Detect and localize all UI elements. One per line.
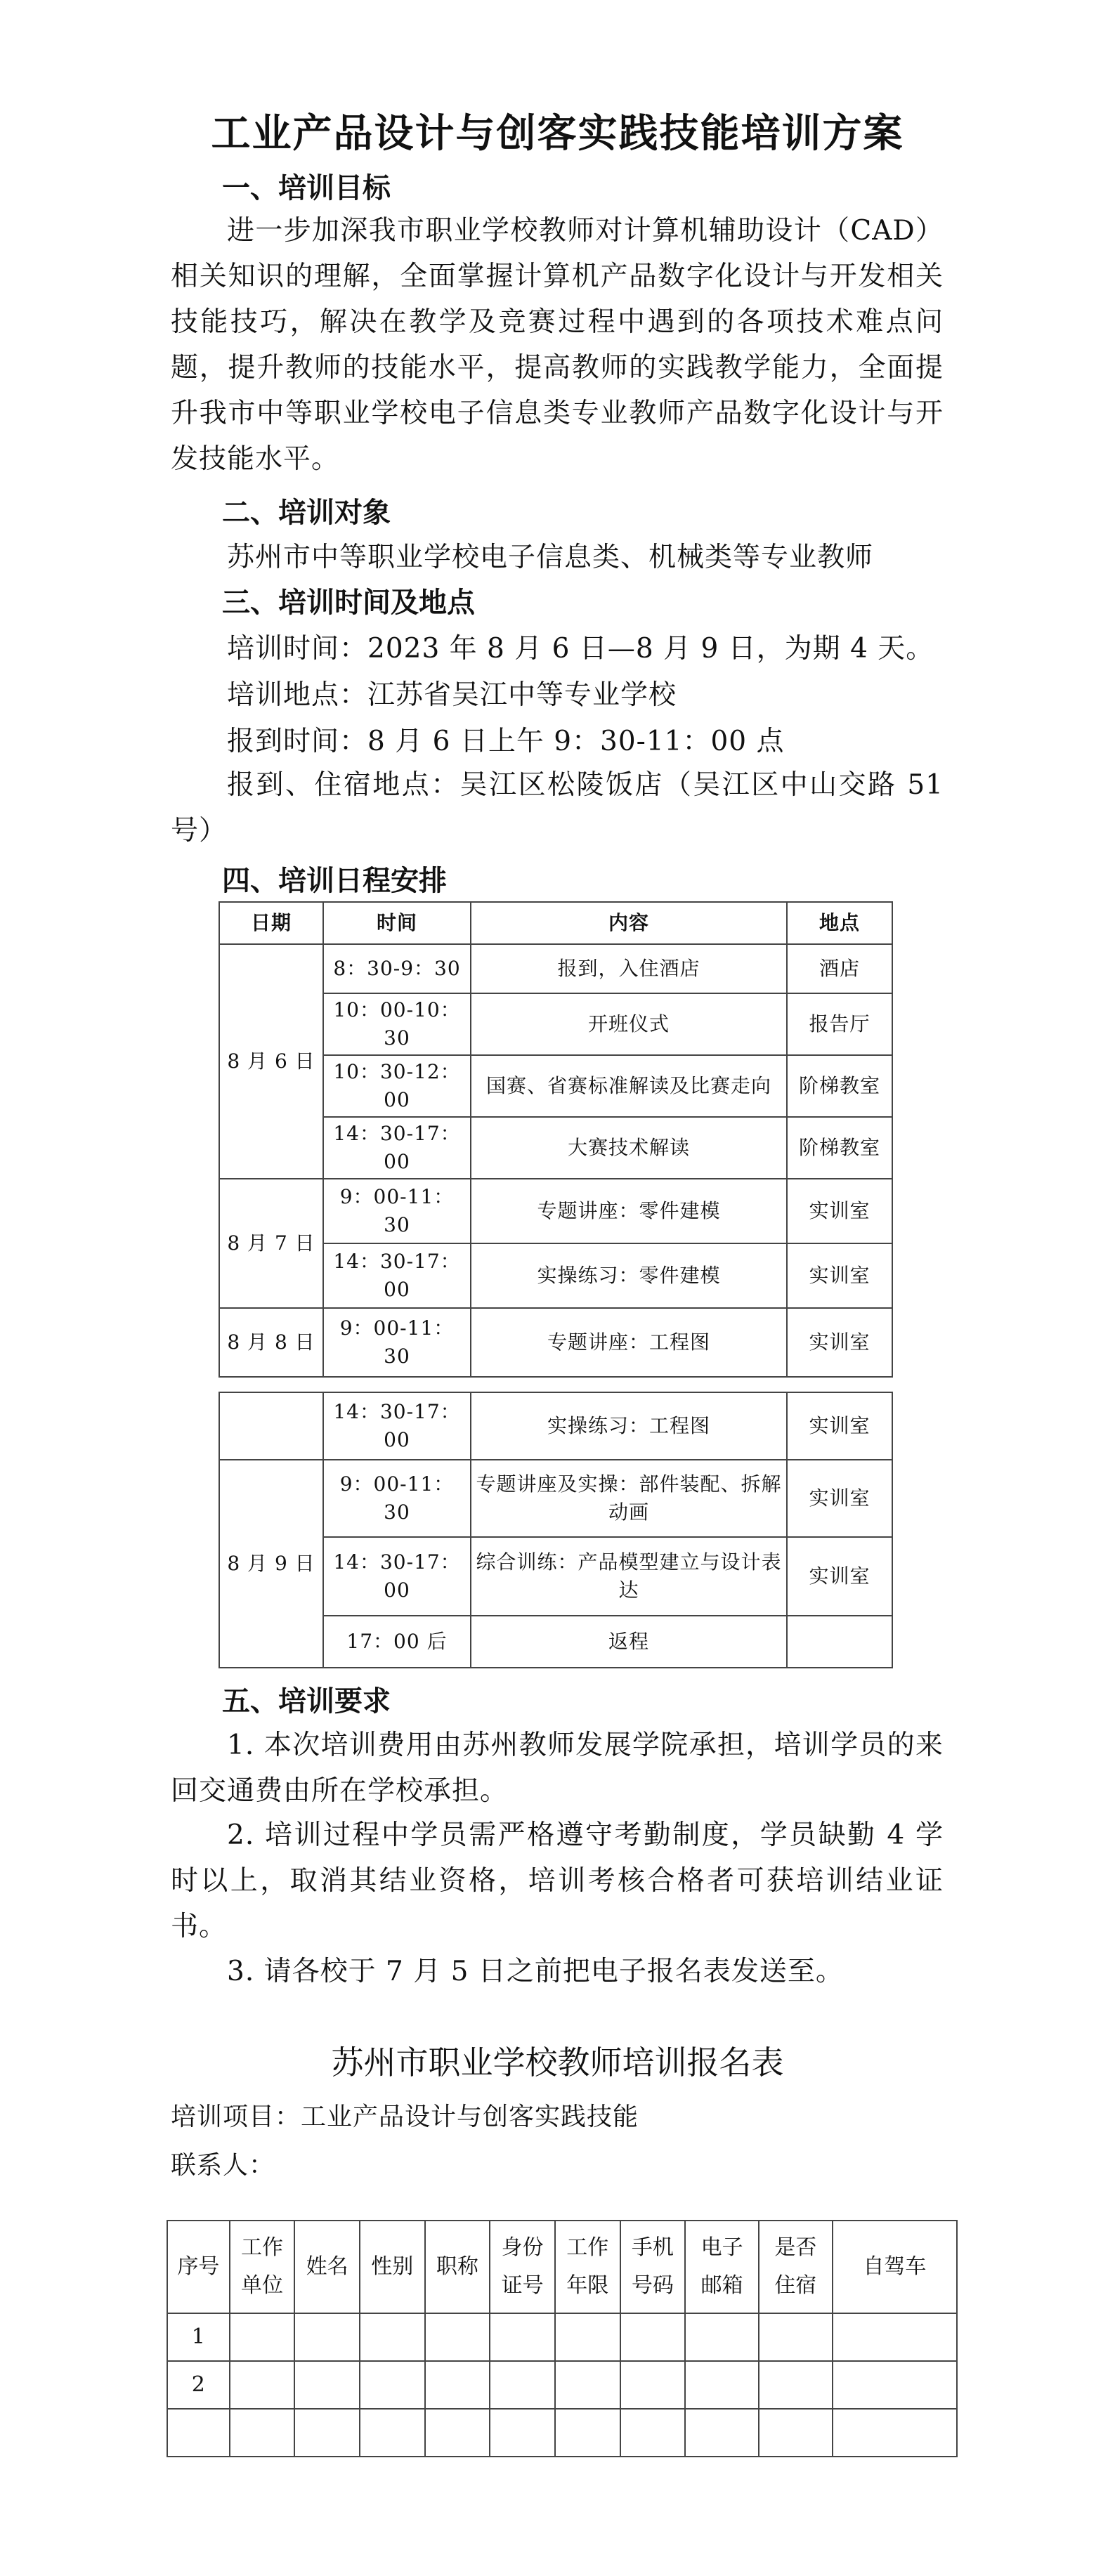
section-body-audience: 苏州市中等职业学校电子信息类、机械类等专业教师	[227, 542, 874, 573]
table-row	[167, 2313, 957, 2361]
header-accommodation: 是否 住宿	[759, 2221, 833, 2313]
training-time: 培训时间：2023 年 8 月 6 日—8 月 9 日，为期 4 天。	[227, 633, 934, 665]
date-cell: 8 月 9 日	[219, 1460, 323, 1668]
table-row	[219, 944, 892, 993]
schedule-header-row	[219, 902, 892, 944]
blank-cell	[759, 2361, 833, 2409]
blank-cell	[294, 2409, 360, 2457]
date-cell: 8 月 6 日	[219, 944, 323, 1179]
requirement-item: 1. 本次培训费用由苏州教师发展学院承担，培训学员的来回交通费由所在学校承担。	[171, 1730, 944, 1807]
content-cell: 专题讲座及实操：部件装配、拆解动画	[471, 1460, 787, 1537]
header-place: 地点	[787, 902, 892, 944]
content-cell: 大赛技术解读	[471, 1117, 787, 1179]
content-cell: 综合训练：产品模型建立与设计表达	[471, 1537, 787, 1616]
time-cell: 9：00-11：30	[323, 1179, 471, 1243]
blank-cell	[620, 2361, 686, 2409]
contact-person: 联系人：	[171, 2151, 275, 2180]
time-cell: 17：00 后	[323, 1616, 471, 1668]
schedule-table-continued	[219, 1392, 893, 1668]
training-project: 培训项目：工业产品设计与创客实践技能	[171, 2103, 639, 2131]
checkin-time: 报到时间：8 月 6 日上午 9：30-11：00 点	[227, 726, 785, 757]
content-cell: 实操练习：工程图	[471, 1392, 787, 1460]
requirement-item: 2. 培训过程中学员需严格遵守考勤制度，学员缺勤 4 学时以上，取消其结业资格，培训考核合格者可获培训结业证书。	[171, 1819, 944, 1942]
time-cell: 14：30-17：00	[323, 1392, 471, 1460]
header-date: 日期	[219, 902, 323, 944]
content-cell: 实操练习：零件建模	[471, 1243, 787, 1308]
table-row	[219, 1392, 892, 1460]
time-cell: 9：00-11：30	[323, 1460, 471, 1537]
place-cell: 实训室	[787, 1308, 892, 1377]
schedule-table	[219, 901, 893, 1378]
table-row	[219, 1179, 892, 1243]
section-heading-time-place: 三、培训时间及地点	[222, 587, 475, 619]
row-number: 2	[167, 2361, 230, 2409]
blank-cell	[685, 2409, 759, 2457]
header-title: 职称	[425, 2221, 490, 2313]
place-cell: 实训室	[787, 1392, 892, 1460]
section-heading-goals: 一、培训目标	[222, 172, 391, 204]
place-cell: 实训室	[787, 1243, 892, 1308]
checkin-place: 报到、住宿地点：吴江区松陵饭店（吴江区中山交路 51 号）	[171, 769, 944, 846]
header-gender: 性别	[360, 2221, 425, 2313]
place-cell: 阶梯教室	[787, 1055, 892, 1117]
blank-cell	[759, 2313, 833, 2361]
registration-table	[167, 2220, 958, 2457]
time-cell: 14：30-17：00	[323, 1537, 471, 1616]
section-heading-audience: 二、培训对象	[222, 497, 391, 529]
blank-cell	[230, 2313, 295, 2361]
header-email: 电子 邮箱	[685, 2221, 759, 2313]
blank-cell	[490, 2361, 555, 2409]
place-cell: 实训室	[787, 1179, 892, 1243]
section-heading-schedule: 四、培训日程安排	[222, 865, 447, 897]
blank-cell	[294, 2313, 360, 2361]
place-cell: 实训室	[787, 1460, 892, 1537]
place-cell: 报告厅	[787, 993, 892, 1055]
date-cell: 8 月 8 日	[219, 1308, 323, 1377]
place-cell: 阶梯教室	[787, 1117, 892, 1179]
blank-cell	[360, 2361, 425, 2409]
section-heading-requirements: 五、培训要求	[222, 1685, 391, 1718]
blank-cell	[620, 2409, 686, 2457]
section-body-goals: 进一步加深我市职业学校教师对计算机辅助设计（CAD）相关知识的理解，全面掌握计算机产品数字化设计与开发相关技能技巧，解决在教学及竞赛过程中遇到的各项技术难点问题，提升教师的技能水平，提高教师的实践教学能力，全面提升我市中等职业学校电子信息类专业教师产品数字化设计与开发技能水平。	[171, 215, 944, 475]
content-cell: 开班仪式	[471, 993, 787, 1055]
header-time: 时间	[323, 902, 471, 944]
document-title: 工业产品设计与创客实践技能培训方案	[211, 110, 904, 157]
content-cell: 专题讲座：零件建模	[471, 1179, 787, 1243]
row-number	[167, 2409, 230, 2457]
header-phone: 手机 号码	[620, 2221, 686, 2313]
blank-cell	[425, 2409, 490, 2457]
training-place: 培训地点：江苏省吴江中等专业学校	[227, 679, 677, 711]
blank-cell	[759, 2409, 833, 2457]
registration-form-title: 苏州市职业学校教师培训报名表	[331, 2044, 784, 2081]
requirement-item: 3. 请各校于 7 月 5 日之前把电子报名表发送至。	[227, 1956, 844, 1987]
time-cell: 10：00-10：30	[323, 993, 471, 1055]
place-cell	[787, 1616, 892, 1668]
blank-cell	[360, 2409, 425, 2457]
time-cell: 9：00-11：30	[323, 1308, 471, 1377]
date-cell	[219, 1392, 323, 1460]
blank-cell	[230, 2409, 295, 2457]
time-cell: 8：30-9：30	[323, 944, 471, 993]
blank-cell	[555, 2409, 620, 2457]
table-row	[167, 2361, 957, 2409]
time-cell: 10：30-12：00	[323, 1055, 471, 1117]
content-cell: 报到，入住酒店	[471, 944, 787, 993]
blank-cell	[490, 2313, 555, 2361]
blank-cell	[685, 2361, 759, 2409]
blank-cell	[230, 2361, 295, 2409]
date-cell: 8 月 7 日	[219, 1179, 323, 1308]
content-cell: 国赛、省赛标准解读及比赛走向	[471, 1055, 787, 1117]
blank-cell	[555, 2361, 620, 2409]
header-content: 内容	[471, 902, 787, 944]
blank-cell	[685, 2313, 759, 2361]
blank-cell	[555, 2313, 620, 2361]
blank-cell	[620, 2313, 686, 2361]
content-cell: 返程	[471, 1616, 787, 1668]
table-row	[167, 2409, 957, 2457]
row-number: 1	[167, 2313, 230, 2361]
header-work-unit: 工作 单位	[230, 2221, 295, 2313]
blank-cell	[425, 2313, 490, 2361]
header-id-number: 身份 证号	[490, 2221, 555, 2313]
header-index: 序号	[167, 2221, 230, 2313]
time-cell: 14：30-17：00	[323, 1117, 471, 1179]
time-cell: 14：30-17：00	[323, 1243, 471, 1308]
registration-header-row	[167, 2221, 957, 2313]
place-cell: 实训室	[787, 1537, 892, 1616]
table-row	[219, 1308, 892, 1377]
header-name: 姓名	[294, 2221, 360, 2313]
blank-cell	[833, 2409, 957, 2457]
header-self-drive: 自驾车	[833, 2221, 957, 2313]
blank-cell	[360, 2313, 425, 2361]
blank-cell	[833, 2313, 957, 2361]
place-cell: 酒店	[787, 944, 892, 993]
blank-cell	[833, 2361, 957, 2409]
content-cell: 专题讲座：工程图	[471, 1308, 787, 1377]
blank-cell	[490, 2409, 555, 2457]
blank-cell	[425, 2361, 490, 2409]
header-work-years: 工作 年限	[555, 2221, 620, 2313]
table-row	[219, 1460, 892, 1537]
blank-cell	[294, 2361, 360, 2409]
